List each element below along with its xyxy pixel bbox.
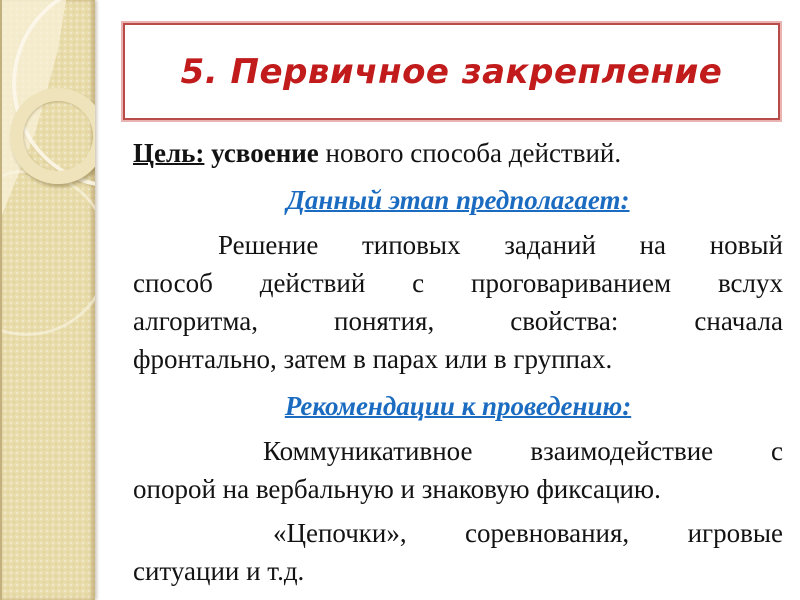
goal-line — [133, 134, 783, 172]
goal-bold-text: усвоение — [204, 138, 319, 168]
section-heading-recommendations: Рекомендации к проведению: — [284, 391, 632, 421]
body-line: Коммуникативное взаимодействие с — [263, 436, 783, 466]
body-line: Решение типовых заданий на новый — [218, 230, 783, 260]
slide-title-box — [123, 23, 780, 120]
slide-title: 5. Первичное закрепление — [180, 51, 723, 92]
paragraph-communication — [133, 432, 783, 508]
goal-label: Цель: — [133, 138, 205, 168]
body-line: фронтально, затем в парах или в группах. — [133, 344, 613, 374]
goal-rest-text: нового способа действий. — [318, 138, 622, 168]
paragraph-games — [133, 514, 783, 590]
section-heading-stage: Данный этап предполагает: — [286, 185, 630, 215]
body-line: алгоритма, понятия, свойства: сначала — [133, 306, 783, 336]
slide-body — [133, 134, 783, 590]
decorative-sidebar — [0, 0, 95, 600]
body-line: опорой на вербальную и знаковую фиксацию. — [133, 474, 661, 504]
paragraph-tasks — [133, 226, 783, 378]
body-line: ситуации и т.д. — [133, 556, 305, 586]
sidebar-ring-decoration — [10, 88, 95, 184]
sidebar-circle-outline-bottom — [0, 170, 95, 336]
body-line: способ действий с проговариванием вслух — [133, 268, 783, 298]
body-line: «Цепочки», соревнования, игровые — [273, 518, 783, 548]
